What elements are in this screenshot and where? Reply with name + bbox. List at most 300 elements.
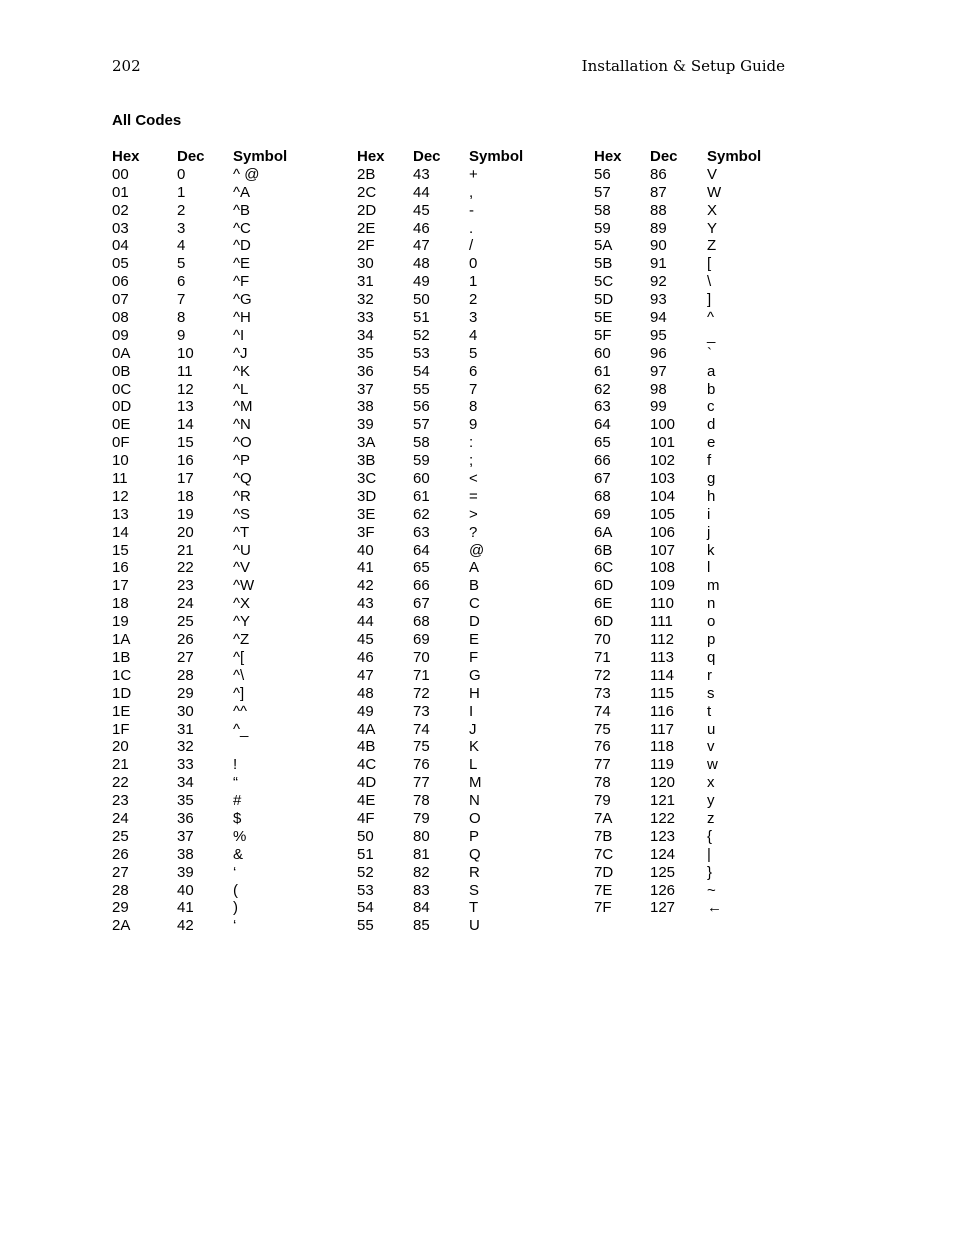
dec-cell: 50 (413, 291, 430, 309)
hex-cell: 4D (357, 774, 377, 792)
table-row (112, 381, 323, 399)
table-row (594, 738, 797, 756)
symbol-cell: ! (233, 756, 238, 774)
hex-cell: 49 (357, 702, 374, 720)
symbol-cell: + (469, 165, 478, 183)
hex-cell: 77 (594, 756, 611, 774)
dec-cell: 11 (177, 362, 193, 380)
dec-cell: 48 (413, 255, 430, 273)
symbol-cell: ^J (233, 344, 248, 362)
hex-cell: 55 (357, 917, 374, 935)
symbol-cell: J (469, 720, 477, 738)
table-row (112, 220, 323, 238)
table-row (112, 595, 323, 613)
dec-cell: 39 (177, 863, 194, 881)
dec-cell: 45 (413, 201, 430, 219)
table-row (357, 506, 559, 524)
table-row (357, 810, 559, 828)
hex-cell: 21 (112, 756, 129, 774)
symbol-cell: ~ (707, 881, 716, 899)
column-header-hex: Hex (112, 148, 140, 165)
hex-cell: 11 (112, 470, 128, 488)
symbol-cell: b (707, 380, 716, 398)
symbol-cell: ^B (233, 201, 251, 219)
symbol-cell: 5 (469, 344, 478, 362)
symbol-cell: ^W (233, 577, 255, 595)
table-row (112, 738, 323, 756)
table-row (594, 506, 797, 524)
symbol-cell: X (707, 201, 718, 219)
dec-cell: 51 (413, 309, 430, 327)
symbol-cell: 2 (469, 291, 478, 309)
symbol-cell: ^^ (233, 702, 248, 720)
hex-cell: 2D (357, 201, 377, 219)
hex-cell: 68 (594, 487, 611, 505)
column-header-hex: Hex (357, 148, 385, 165)
table-row (357, 631, 559, 649)
hex-cell: 6D (594, 577, 614, 595)
hex-cell: 52 (357, 863, 374, 881)
symbol-cell: ^I (233, 326, 245, 344)
dec-cell: 89 (650, 219, 667, 237)
symbol-cell: d (707, 416, 716, 434)
symbol-cell: k (707, 541, 715, 559)
page-number: 202 (112, 57, 141, 75)
table-row (112, 273, 323, 291)
hex-cell: 47 (357, 666, 374, 684)
hex-cell: 26 (112, 845, 129, 863)
dec-cell: 28 (177, 666, 194, 684)
symbol-cell: ^[ (233, 648, 245, 666)
hex-cell: 0A (112, 344, 131, 362)
symbol-cell: F (469, 648, 479, 666)
dec-cell: 85 (413, 917, 430, 935)
symbol-cell: ^X (233, 595, 251, 613)
symbol-cell: x (707, 774, 715, 792)
table-row (357, 416, 559, 434)
dec-cell: 125 (650, 863, 676, 881)
dec-cell: 43 (413, 165, 430, 183)
dec-cell: 19 (177, 505, 194, 523)
hex-cell: 28 (112, 881, 129, 899)
hex-cell: 73 (594, 684, 611, 702)
symbol-cell: ^K (233, 362, 251, 380)
hex-cell: 7C (594, 845, 614, 863)
symbol-cell: ^ (707, 309, 715, 327)
table-row (594, 381, 797, 399)
symbol-cell: c (707, 398, 715, 416)
dec-cell: 8 (177, 309, 186, 327)
symbol-cell: E (469, 631, 480, 649)
symbol-cell: r (707, 666, 712, 684)
hex-cell: 2F (357, 237, 375, 255)
hex-cell: 2A (112, 917, 131, 935)
table-row (357, 202, 559, 220)
symbol-cell: j (707, 523, 711, 541)
hex-cell: 72 (594, 666, 611, 684)
hex-cell: 03 (112, 219, 129, 237)
table-row (357, 864, 559, 882)
symbol-cell: ] (707, 291, 712, 309)
table-row (112, 452, 323, 470)
dec-cell: 84 (413, 899, 430, 917)
dec-cell: 33 (177, 756, 194, 774)
hex-cell: 37 (357, 380, 374, 398)
table-row (112, 398, 323, 416)
table-row (112, 882, 323, 900)
hex-cell: 51 (357, 845, 374, 863)
hex-cell: 1C (112, 666, 132, 684)
dec-cell: 5 (177, 255, 186, 273)
symbol-cell: ^O (233, 434, 252, 452)
hex-cell: 09 (112, 326, 129, 344)
column-header-hex: Hex (594, 148, 622, 165)
hex-cell: 07 (112, 291, 129, 309)
dec-cell: 20 (177, 523, 194, 541)
dec-cell: 118 (650, 738, 674, 756)
hex-cell: 58 (594, 201, 611, 219)
table-row (594, 434, 797, 452)
symbol-cell: , (469, 183, 474, 201)
dec-cell: 88 (650, 201, 667, 219)
hex-cell: 16 (112, 559, 129, 577)
table-row (112, 613, 323, 631)
dec-cell: 108 (650, 559, 676, 577)
table-row (112, 828, 323, 846)
symbol-cell: A (469, 559, 480, 577)
table-row (357, 703, 559, 721)
column-header-symbol: Symbol (469, 148, 524, 165)
hex-cell: 40 (357, 541, 374, 559)
column-header-symbol: Symbol (707, 148, 762, 165)
symbol-cell: ^C (233, 219, 251, 237)
hex-cell: 64 (594, 416, 611, 434)
table-row (594, 667, 797, 685)
dec-cell: 124 (650, 845, 676, 863)
hex-cell: 5B (594, 255, 613, 273)
table-row (112, 255, 323, 273)
hex-cell: 3B (357, 452, 376, 470)
hex-cell: 04 (112, 237, 129, 255)
dec-cell: 75 (413, 738, 430, 756)
hex-cell: 29 (112, 899, 129, 917)
hex-cell: 38 (357, 398, 374, 416)
dec-cell: 109 (650, 577, 676, 595)
dec-cell: 111 (650, 613, 673, 631)
table-row (594, 416, 797, 434)
table-row (112, 184, 323, 202)
hex-cell: 4B (357, 738, 376, 756)
table-row (112, 434, 323, 452)
symbol-cell: $ (233, 809, 242, 827)
dec-cell: 46 (413, 219, 430, 237)
hex-cell: 0D (112, 398, 132, 416)
hex-cell: 2B (357, 165, 376, 183)
dec-cell: 52 (413, 326, 430, 344)
dec-cell: 71 (413, 666, 430, 684)
hex-cell: 4E (357, 792, 376, 810)
dec-cell: 65 (413, 559, 430, 577)
table-row (357, 291, 559, 309)
table-row (112, 810, 323, 828)
hex-cell: 0E (112, 416, 131, 434)
hex-cell: 08 (112, 309, 129, 327)
hex-cell: 3F (357, 523, 375, 541)
dec-cell: 40 (177, 881, 194, 899)
table-row (357, 327, 559, 345)
table-row (112, 792, 323, 810)
table-row (357, 237, 559, 255)
dec-cell: 70 (413, 648, 430, 666)
dec-cell: 112 (650, 631, 674, 649)
dec-cell: 4 (177, 237, 186, 255)
dec-cell: 67 (413, 595, 430, 613)
table-row (112, 488, 323, 506)
table-row (594, 488, 797, 506)
dec-cell: 68 (413, 613, 430, 631)
symbol-cell: p (707, 631, 716, 649)
hex-cell: 0B (112, 362, 131, 380)
symbol-cell: I (469, 702, 474, 720)
hex-cell: 67 (594, 470, 611, 488)
dec-cell: 15 (177, 434, 194, 452)
dec-cell: 114 (650, 666, 674, 684)
table-row (594, 273, 797, 291)
symbol-cell: ^F (233, 273, 250, 291)
dec-cell: 97 (650, 362, 667, 380)
table-row (594, 685, 797, 703)
symbol-cell: Y (707, 219, 718, 237)
hex-cell: 7E (594, 881, 613, 899)
symbol-cell: & (233, 845, 244, 863)
dec-cell: 93 (650, 291, 667, 309)
dec-cell: 56 (413, 398, 430, 416)
table-row (594, 792, 797, 810)
dec-cell: 73 (413, 702, 430, 720)
symbol-cell: = (469, 487, 478, 505)
symbol-cell: n (707, 595, 716, 613)
dec-cell: 100 (650, 416, 676, 434)
hex-cell: 44 (357, 613, 374, 631)
hex-cell: 14 (112, 523, 129, 541)
table-row (112, 470, 323, 488)
table-row (357, 577, 559, 595)
symbol-cell: ^U (233, 541, 251, 559)
table-row (594, 613, 797, 631)
hex-cell: 3C (357, 470, 377, 488)
hex-cell: 10 (112, 452, 129, 470)
dec-cell: 83 (413, 881, 430, 899)
dec-cell: 95 (650, 326, 667, 344)
table-row (112, 327, 323, 345)
symbol-cell: @ (469, 541, 485, 559)
hex-cell: 76 (594, 738, 611, 756)
symbol-cell: 0 (469, 255, 478, 273)
table-row (112, 363, 323, 381)
dec-cell: 117 (650, 720, 674, 738)
hex-cell: 17 (112, 577, 129, 595)
hex-cell: 42 (357, 577, 374, 595)
hex-cell: 6C (594, 559, 614, 577)
dec-cell: 122 (650, 809, 676, 827)
hex-cell: 20 (112, 738, 129, 756)
dec-cell: 13 (177, 398, 194, 416)
symbol-cell: w (707, 756, 718, 774)
table-row (594, 398, 797, 416)
table-row (357, 899, 559, 917)
table-row (357, 917, 559, 935)
hex-cell: 7B (594, 827, 613, 845)
dec-cell: 1 (177, 183, 186, 201)
symbol-cell: ^Q (233, 470, 252, 488)
column-header-symbol: Symbol (233, 148, 288, 165)
symbol-cell: > (469, 505, 478, 523)
hex-cell: 4F (357, 809, 375, 827)
table-row (594, 774, 797, 792)
symbol-cell: [ (707, 255, 712, 273)
table-row (594, 220, 797, 238)
table-row (594, 703, 797, 721)
hex-cell: 4A (357, 720, 376, 738)
table-row (594, 524, 797, 542)
hex-cell: 62 (594, 380, 611, 398)
hex-cell: 5F (594, 326, 612, 344)
symbol-cell: ^D (233, 237, 251, 255)
hex-cell: 3A (357, 434, 376, 452)
table-row (112, 756, 323, 774)
code-table-block-1 (112, 148, 323, 935)
hex-cell: 61 (594, 362, 611, 380)
dec-cell: 107 (650, 541, 676, 559)
dec-cell: 82 (413, 863, 430, 881)
dec-cell: 72 (413, 684, 430, 702)
symbol-cell: ^Y (233, 613, 251, 631)
symbol-cell: ) (233, 899, 238, 917)
symbol-cell: f (707, 452, 712, 470)
hex-cell: 15 (112, 541, 129, 559)
dec-cell: 54 (413, 362, 430, 380)
dec-cell: 3 (177, 219, 186, 237)
dec-cell: 74 (413, 720, 430, 738)
hex-cell: 71 (594, 648, 611, 666)
symbol-cell: z (707, 809, 715, 827)
table-row (594, 864, 797, 882)
symbol-cell: ^ @ (233, 165, 260, 183)
dec-cell: 17 (177, 470, 194, 488)
table-row (357, 363, 559, 381)
table-row (112, 291, 323, 309)
symbol-cell: ← (707, 899, 722, 917)
hex-cell: 5D (594, 291, 614, 309)
table-row (594, 810, 797, 828)
table-row (594, 166, 797, 184)
symbol-cell: - (469, 201, 474, 219)
dec-cell: 120 (650, 774, 676, 792)
dec-cell: 104 (650, 487, 676, 505)
symbol-cell: ? (469, 523, 478, 541)
symbol-cell: _ (707, 326, 716, 344)
symbol-cell: ^Z (233, 631, 250, 649)
table-row (357, 738, 559, 756)
hex-cell: 02 (112, 201, 129, 219)
symbol-cell: 7 (469, 380, 478, 398)
hex-cell: 43 (357, 595, 374, 613)
dec-cell: 101 (650, 434, 676, 452)
table-row (112, 309, 323, 327)
dec-cell: 59 (413, 452, 430, 470)
table-row (112, 345, 323, 363)
symbol-cell: M (469, 774, 482, 792)
symbol-cell: W (707, 183, 722, 201)
dec-cell: 91 (650, 255, 667, 273)
table-row (357, 470, 559, 488)
table-row (594, 327, 797, 345)
dec-cell: 90 (650, 237, 667, 255)
symbol-cell: t (707, 702, 712, 720)
symbol-cell: y (707, 792, 715, 810)
column-header-dec: Dec (177, 148, 205, 165)
symbol-cell: ^H (233, 309, 251, 327)
table-row (594, 899, 797, 917)
hex-cell: 7F (594, 899, 612, 917)
table-row (112, 864, 323, 882)
table-row (357, 828, 559, 846)
hex-cell: 33 (357, 309, 374, 327)
table-row (594, 309, 797, 327)
dec-cell: 86 (650, 165, 667, 183)
hex-cell: 25 (112, 827, 129, 845)
dec-cell: 98 (650, 380, 667, 398)
hex-cell: 0C (112, 380, 132, 398)
table-row (594, 559, 797, 577)
table-row (357, 774, 559, 792)
dec-cell: 123 (650, 827, 676, 845)
dec-cell: 105 (650, 505, 676, 523)
hex-cell: 65 (594, 434, 611, 452)
symbol-cell: ( (233, 881, 238, 899)
table-row (357, 613, 559, 631)
dec-cell: 94 (650, 309, 667, 327)
hex-cell: 48 (357, 684, 374, 702)
table-row (357, 434, 559, 452)
table-row (594, 202, 797, 220)
symbol-cell: m (707, 577, 720, 595)
hex-cell: 23 (112, 792, 129, 810)
table-row (112, 202, 323, 220)
table-row (112, 559, 323, 577)
table-row (357, 649, 559, 667)
symbol-cell: ^M (233, 398, 253, 416)
symbol-cell: : (469, 434, 474, 452)
table-row (357, 488, 559, 506)
hex-cell: 36 (357, 362, 374, 380)
table-row (112, 416, 323, 434)
symbol-cell: u (707, 720, 716, 738)
symbol-cell: / (469, 237, 474, 255)
hex-cell: 3D (357, 487, 377, 505)
hex-cell: 69 (594, 505, 611, 523)
hex-cell: 35 (357, 344, 374, 362)
symbol-cell: R (469, 863, 480, 881)
symbol-cell: ^E (233, 255, 251, 273)
hex-cell: 32 (357, 291, 374, 309)
table-row (357, 398, 559, 416)
table-row (594, 363, 797, 381)
hex-cell: 53 (357, 881, 374, 899)
symbol-cell: ^T (233, 523, 250, 541)
dec-cell: 32 (177, 738, 194, 756)
symbol-cell: h (707, 487, 716, 505)
